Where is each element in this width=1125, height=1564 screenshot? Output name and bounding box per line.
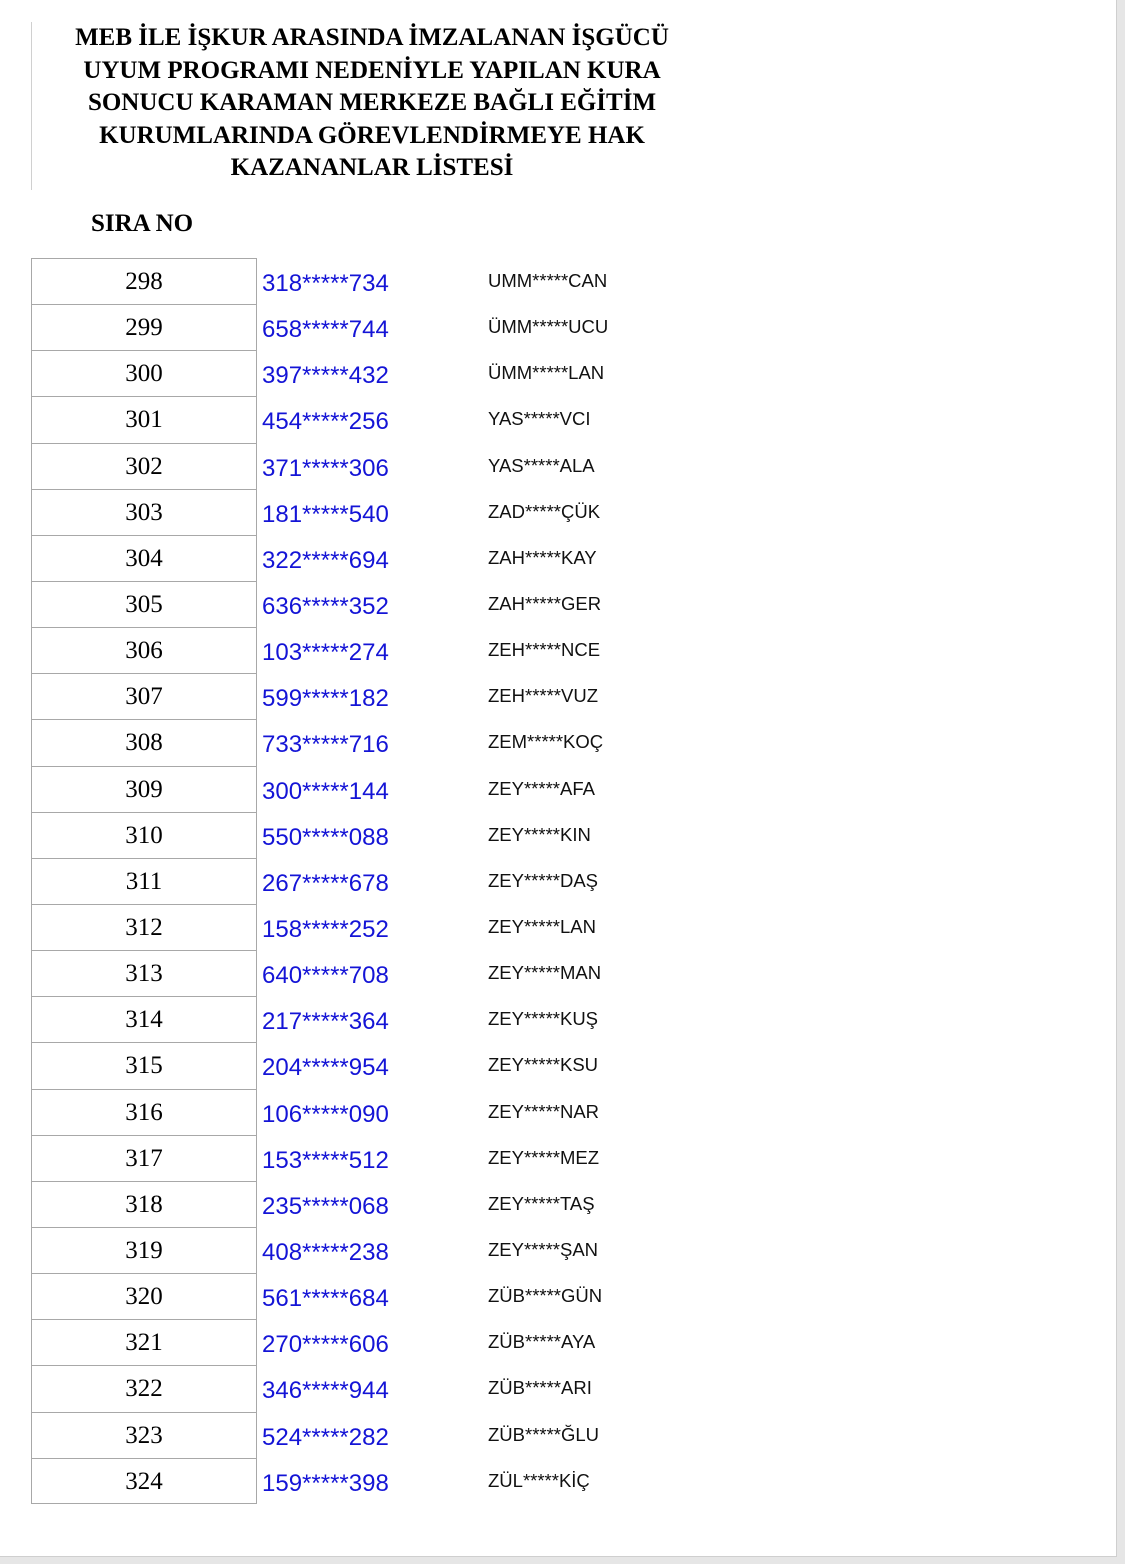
tc-number-cell: 235*****068 xyxy=(262,1192,389,1220)
list-row xyxy=(31,304,731,350)
sira-no-cell: 307 xyxy=(31,673,257,719)
masked-name-cell: ZEM*****KOÇ xyxy=(488,731,604,753)
sira-no-cell: 315 xyxy=(31,1042,257,1088)
winners-list xyxy=(31,258,731,1504)
tc-number-cell: 599*****182 xyxy=(262,685,389,713)
masked-name-cell: ZAH*****GER xyxy=(488,592,602,614)
masked-name-cell: ZEY*****MAN xyxy=(488,962,602,984)
list-row xyxy=(31,996,731,1042)
sira-no-cell: 298 xyxy=(31,258,257,304)
tc-number-cell: 636*****352 xyxy=(262,592,389,620)
tc-number-cell: 397*****432 xyxy=(262,362,389,390)
sira-no-cell: 321 xyxy=(31,1319,257,1365)
tc-number-cell: 106*****090 xyxy=(262,1100,389,1128)
list-row xyxy=(31,1089,731,1135)
sira-no-cell: 314 xyxy=(31,996,257,1042)
sira-no-cell: 323 xyxy=(31,1412,257,1458)
tc-number-cell: 153*****512 xyxy=(262,1146,389,1174)
list-row xyxy=(31,489,731,535)
list-row xyxy=(31,535,731,581)
list-row xyxy=(31,1458,731,1504)
masked-name-cell: ZEY*****KUŞ xyxy=(488,1008,599,1030)
list-row xyxy=(31,719,731,765)
document-title xyxy=(32,22,712,185)
tc-number-cell: 159*****398 xyxy=(262,1469,389,1497)
masked-name-cell: ZEY*****AFA xyxy=(488,777,595,799)
tc-number-cell: 318*****734 xyxy=(262,270,389,297)
sira-no-cell: 316 xyxy=(31,1089,257,1135)
masked-name-cell: ZEY*****TAŞ xyxy=(488,1192,595,1214)
masked-name-cell: UMM*****CAN xyxy=(488,270,608,291)
masked-name-cell: ÜMM*****LAN xyxy=(488,362,605,384)
list-row xyxy=(31,766,731,812)
title-block xyxy=(31,22,712,190)
masked-name-cell: YAS*****ALA xyxy=(488,454,595,476)
title-line: MEB İLE İŞKUR ARASINDA İMZALANAN İŞGÜCÜ xyxy=(75,24,669,51)
list-row xyxy=(31,673,731,719)
masked-name-cell: ZEY*****KSU xyxy=(488,1054,599,1076)
sira-no-cell: 304 xyxy=(31,535,257,581)
tc-number-cell: 524*****282 xyxy=(262,1423,389,1451)
masked-name-cell: ZAH*****KAY xyxy=(488,546,597,568)
list-row xyxy=(31,1135,731,1181)
list-row xyxy=(31,258,731,304)
masked-name-cell: ZÜB*****ARI xyxy=(488,1377,592,1399)
tc-number-cell: 322*****694 xyxy=(262,546,389,574)
tc-number-cell: 267*****678 xyxy=(262,869,389,897)
sira-no-cell: 305 xyxy=(31,581,257,627)
masked-name-cell: ZEH*****VUZ xyxy=(488,685,598,707)
sira-no-cell: 309 xyxy=(31,766,257,812)
sira-no-cell: 318 xyxy=(31,1181,257,1227)
list-row xyxy=(31,1042,731,1088)
tc-number-cell: 204*****954 xyxy=(262,1054,389,1082)
masked-name-cell: ZÜB*****ĞLU xyxy=(488,1423,600,1445)
list-row xyxy=(31,443,731,489)
sira-no-cell: 303 xyxy=(31,489,257,535)
masked-name-cell: ZEY*****MEZ xyxy=(488,1146,600,1168)
masked-name-cell: ZÜB*****GÜN xyxy=(488,1285,603,1307)
list-row xyxy=(31,812,731,858)
tc-number-cell: 346*****944 xyxy=(262,1377,389,1405)
tc-number-cell: 640*****708 xyxy=(262,962,389,990)
list-row xyxy=(31,396,731,442)
sira-no-cell: 301 xyxy=(31,396,257,442)
masked-name-cell: ÜMM*****UCU xyxy=(488,316,609,338)
list-row xyxy=(31,1412,731,1458)
list-row xyxy=(31,950,731,996)
tc-number-cell: 550*****088 xyxy=(262,823,389,851)
sira-no-cell: 302 xyxy=(31,443,257,489)
tc-number-cell: 658*****744 xyxy=(262,316,389,344)
list-row xyxy=(31,904,731,950)
sira-no-cell: 312 xyxy=(31,904,257,950)
tc-number-cell: 733*****716 xyxy=(262,731,389,759)
list-row xyxy=(31,581,731,627)
masked-name-cell: ZÜB*****AYA xyxy=(488,1331,596,1353)
title-line: KURUMLARINDA GÖREVLENDİRMEYE HAK xyxy=(99,121,645,149)
list-row xyxy=(31,350,731,396)
tc-number-cell: 158*****252 xyxy=(262,915,389,943)
title-line: UYUM PROGRAMI NEDENİYLE YAPILAN KURA xyxy=(83,56,661,84)
sira-no-cell: 310 xyxy=(31,812,257,858)
sira-no-cell: 313 xyxy=(31,950,257,996)
sira-no-cell: 300 xyxy=(31,350,257,396)
sira-no-cell: 311 xyxy=(31,858,257,904)
tc-number-cell: 103*****274 xyxy=(262,639,389,667)
tc-number-cell: 454*****256 xyxy=(262,408,389,436)
tc-number-cell: 217*****364 xyxy=(262,1008,389,1036)
list-row xyxy=(31,1365,731,1411)
title-line: SONUCU KARAMAN MERKEZE BAĞLI EĞİTİM xyxy=(87,89,657,116)
tc-number-cell: 561*****684 xyxy=(262,1285,389,1313)
sira-no-cell: 308 xyxy=(31,719,257,765)
sira-no-cell: 306 xyxy=(31,627,257,673)
masked-name-cell: YAS*****VCI xyxy=(488,408,591,430)
masked-name-cell: ZÜL*****KİÇ xyxy=(488,1469,590,1491)
tc-number-cell: 181*****540 xyxy=(262,500,389,528)
sira-no-cell: 324 xyxy=(31,1458,257,1504)
masked-name-cell: ZEY*****LAN xyxy=(488,915,596,937)
masked-name-cell: ZEH*****NCE xyxy=(488,639,601,661)
list-row xyxy=(31,858,731,904)
list-row xyxy=(31,1181,731,1227)
sira-no-cell: 319 xyxy=(31,1227,257,1273)
masked-name-cell: ZEY*****ŞAN xyxy=(488,1238,599,1260)
list-row xyxy=(31,1227,731,1273)
sira-no-cell: 320 xyxy=(31,1273,257,1319)
column-header-sira-no: SIRA NO xyxy=(91,210,194,237)
masked-name-cell: ZEY*****KIN xyxy=(488,823,591,845)
tc-number-cell: 371*****306 xyxy=(262,454,389,482)
list-row xyxy=(31,1319,731,1365)
title-line: KAZANANLAR LİSTESİ xyxy=(230,154,514,181)
masked-name-cell: ZEY*****DAŞ xyxy=(488,869,599,891)
masked-name-cell: ZEY*****NAR xyxy=(488,1100,600,1122)
tc-number-cell: 408*****238 xyxy=(262,1238,389,1266)
tc-number-cell: 300*****144 xyxy=(262,777,389,805)
masked-name-cell: ZAD*****ÇÜK xyxy=(488,500,601,522)
tc-number-cell: 270*****606 xyxy=(262,1331,389,1359)
sira-no-cell: 299 xyxy=(31,304,257,350)
sira-no-cell: 317 xyxy=(31,1135,257,1181)
list-row xyxy=(31,627,731,673)
sira-no-cell: 322 xyxy=(31,1365,257,1411)
list-row xyxy=(31,1273,731,1319)
